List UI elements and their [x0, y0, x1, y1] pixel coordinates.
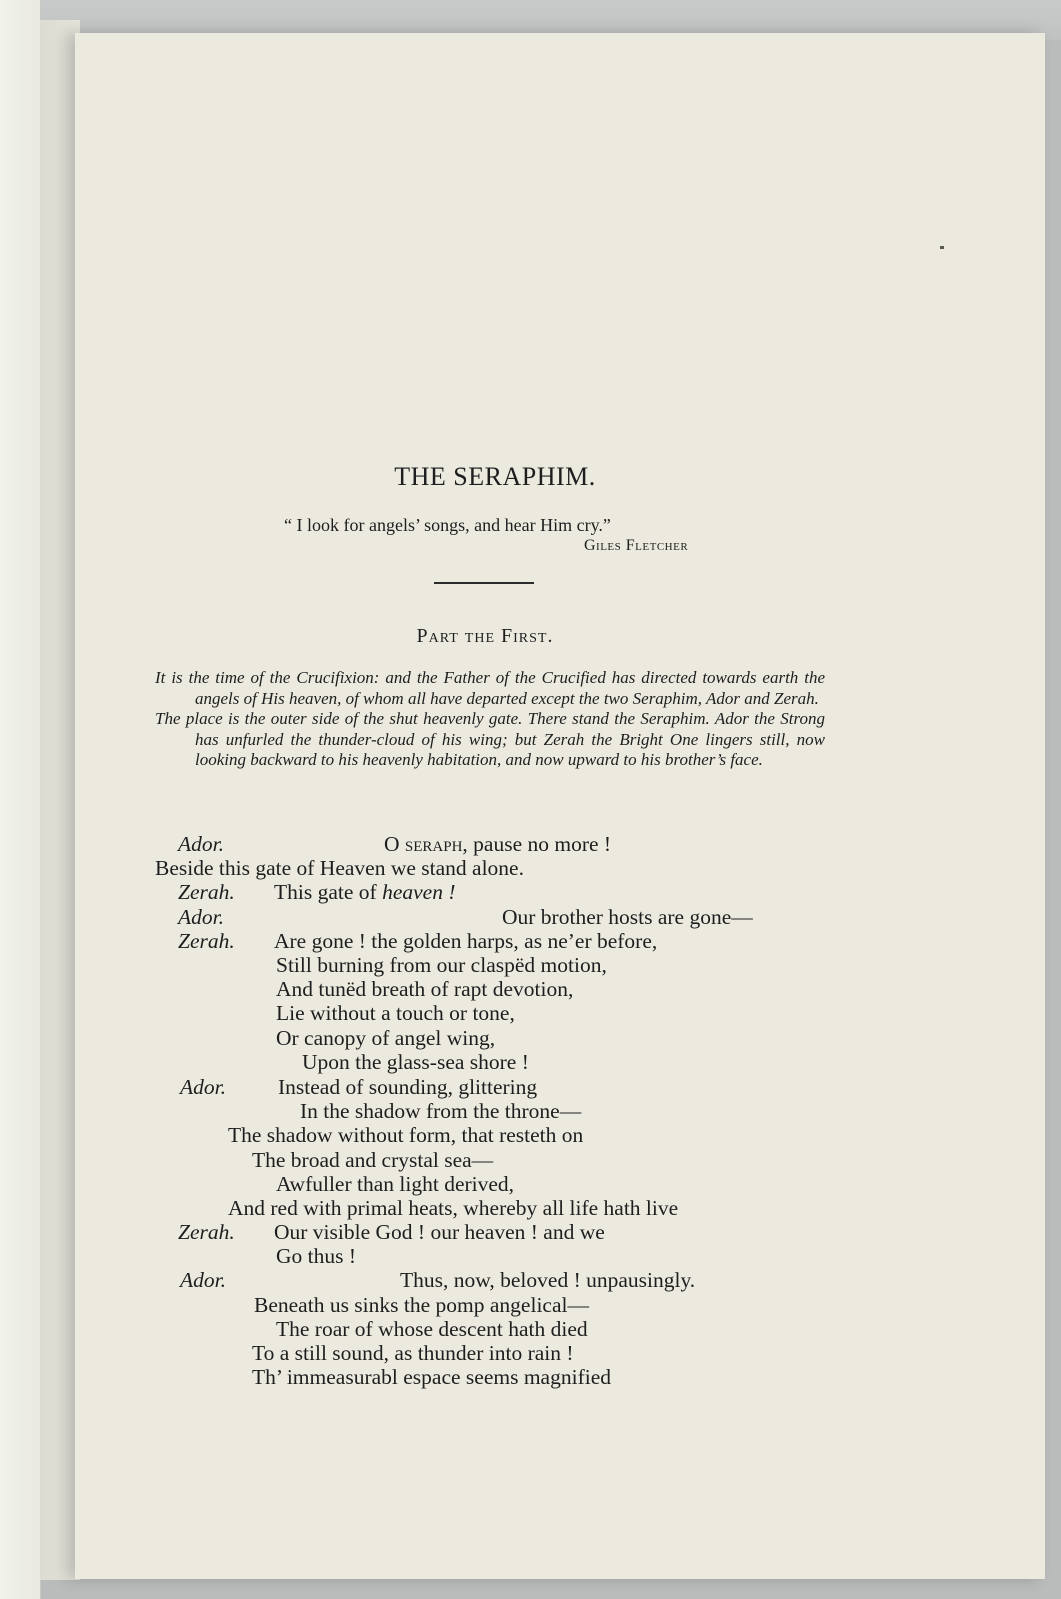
verse-line: [384, 832, 611, 857]
verse-line: Upon the glass-sea shore !: [302, 1050, 529, 1074]
speaker-ador: Ador.: [180, 1075, 226, 1099]
verse-line: Thus, now, beloved ! unpausingly.: [400, 1268, 696, 1292]
verse-line: [274, 880, 456, 905]
part-heading: Part the First.: [416, 625, 554, 647]
verse-line: Are gone ! the golden harps, as ne’er before,: [274, 929, 658, 953]
verse-line: The broad and crystal sea—: [252, 1148, 494, 1172]
verse-line: Still burning from our claspëd motion,: [276, 953, 607, 977]
verse-line: Awfuller than light derived,: [276, 1172, 515, 1196]
book-gutter: [40, 20, 80, 1580]
verse-line: Or canopy of angel wing,: [276, 1026, 496, 1050]
stage-direction-1: It is the time of the Crucifixion: and the Father of the Crucified has directed towards earth the angels of His heaven, of whom all have departed except the two Seraphim, Ador and Zerah.: [155, 668, 825, 708]
verse-line: Beneath us sinks the pomp angelical—: [254, 1293, 589, 1317]
verse-line: Th’ immeasurabl espace seems magnified: [252, 1365, 611, 1389]
verse-line: Our brother hosts are gone—: [502, 905, 753, 929]
verse-line: Instead of sounding, glittering: [278, 1075, 538, 1099]
page-speck: [940, 246, 944, 249]
verse-line: Go thus !: [276, 1244, 357, 1268]
verse-line: To a still sound, as thunder into rain !: [252, 1341, 574, 1365]
speaker-ador: Ador.: [180, 1268, 226, 1292]
verse-line: In the shadow from the throne—: [300, 1099, 582, 1123]
verse-line: The roar of whose descent hath died: [276, 1317, 588, 1341]
speaker-ador: Ador.: [178, 905, 224, 929]
verse-text: , pause no more !: [462, 832, 612, 856]
verse-line: Lie without a touch or tone,: [276, 1001, 515, 1025]
verse-line: And tunëd breath of rapt devotion,: [276, 977, 574, 1001]
verse-text: This gate of: [274, 880, 383, 904]
left-page-edge: [0, 0, 41, 1599]
stage-direction-2: The place is the outer side of the shut heavenly gate. There stand the Seraphim. Ador the Strong has unfurled the thunder-cloud of his wing; but Zerah the Bright One lingers still, now looking backward to his heavenly habitation, and now upward to his brother’s face.: [155, 709, 825, 770]
verse-line: Beside this gate of Heaven we stand alone.: [155, 856, 524, 880]
speaker-zerah: Zerah.: [178, 880, 235, 904]
verse-line: And red with primal heats, whereby all life hath live: [228, 1196, 679, 1220]
speaker-zerah: Zerah.: [178, 1220, 235, 1244]
speaker-ador: Ador.: [178, 832, 224, 856]
verse-italic: heaven !: [382, 880, 456, 904]
title-rule: [434, 582, 534, 584]
stage-directions: [155, 668, 825, 771]
verse-line: Our visible God ! our heaven ! and we: [274, 1220, 605, 1244]
epigraph-attribution: Giles Fletcher: [584, 537, 689, 554]
speaker-zerah: Zerah.: [178, 929, 235, 953]
verse-smallcaps: O seraph: [384, 832, 463, 856]
epigraph: “ I look for angels’ songs, and hear Him cry.”: [284, 515, 611, 535]
poem-title: THE SERAPHIM.: [394, 462, 596, 491]
verse-line: The shadow without form, that resteth on: [228, 1123, 584, 1147]
